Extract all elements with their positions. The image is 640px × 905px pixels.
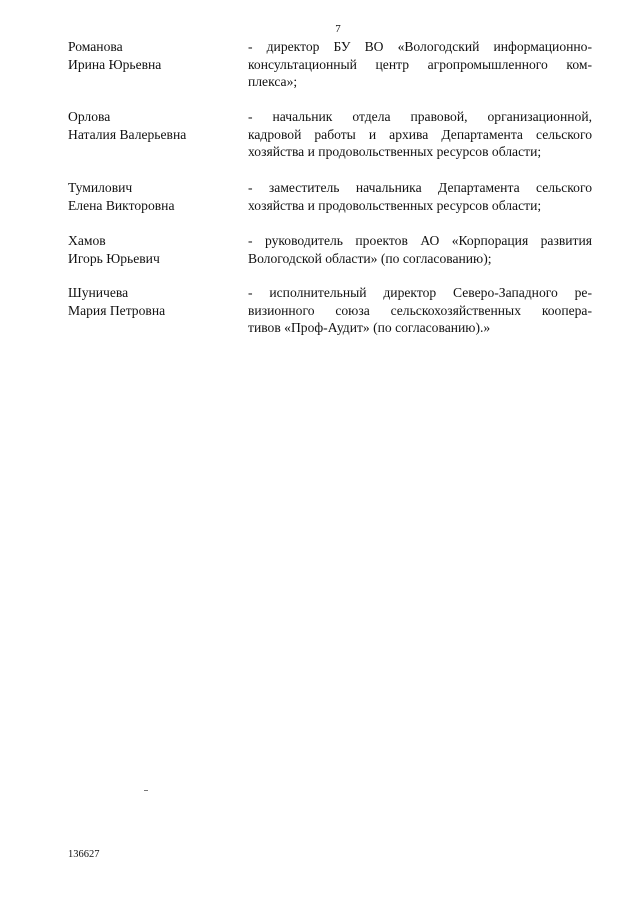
member-entry [68,284,592,344]
member-name [68,179,238,214]
role-line: тивов «Проф-Аудит» (по согласованию).» [248,320,491,336]
member-entry [68,108,592,179]
member-name [68,38,238,73]
member-surname: Шуничева [68,285,129,300]
member-list [68,38,592,344]
role-line: - исполнительный директор Северо-Западного ре- [248,285,592,300]
member-name [68,108,238,143]
role-line: - директор БУ ВО «Вологодский информационно- [248,39,592,54]
role-line: Вологодской области» (по согласованию); [248,250,492,266]
member-entry [68,179,592,232]
member-role [248,179,592,214]
page-number: 7 [335,23,341,35]
document-code: 136627 [68,849,100,860]
member-given-names: Мария Петровна [68,302,166,318]
member-given-names: Елена Викторовна [68,197,175,213]
member-role [248,108,592,161]
member-surname: Тумилович [68,180,133,195]
role-line: - руководитель проектов АО «Корпорация развития [248,233,592,248]
member-surname: Хамов [68,233,106,248]
role-line: хозяйства и продовольственных ресурсов области; [248,197,542,213]
member-surname: Орлова [68,109,111,124]
role-line: плекса»; [248,74,298,90]
role-line: визионного союза сельскохозяйственных коопера- [248,302,592,318]
role-line: - начальник отдела правовой, организационной, [248,109,592,124]
member-role [248,38,592,91]
member-given-names: Наталия Валерьевна [68,126,187,142]
member-given-names: Ирина Юрьевна [68,56,162,72]
role-line: кадровой работы и архива Департамента сельского [248,126,592,142]
member-role [248,284,592,337]
member-entry [68,38,592,108]
role-line: хозяйства и продовольственных ресурсов области; [248,144,542,160]
role-line: - заместитель начальника Департамента сельского [248,180,592,195]
member-role [248,232,592,267]
role-line: консультационный центр агропромышленного ком- [248,56,592,72]
member-entry [68,232,592,284]
member-name [68,284,238,319]
member-given-names: Игорь Юрьевич [68,250,160,266]
member-name [68,232,238,267]
scan-dash-mark [144,790,148,791]
member-surname: Романова [68,39,123,54]
